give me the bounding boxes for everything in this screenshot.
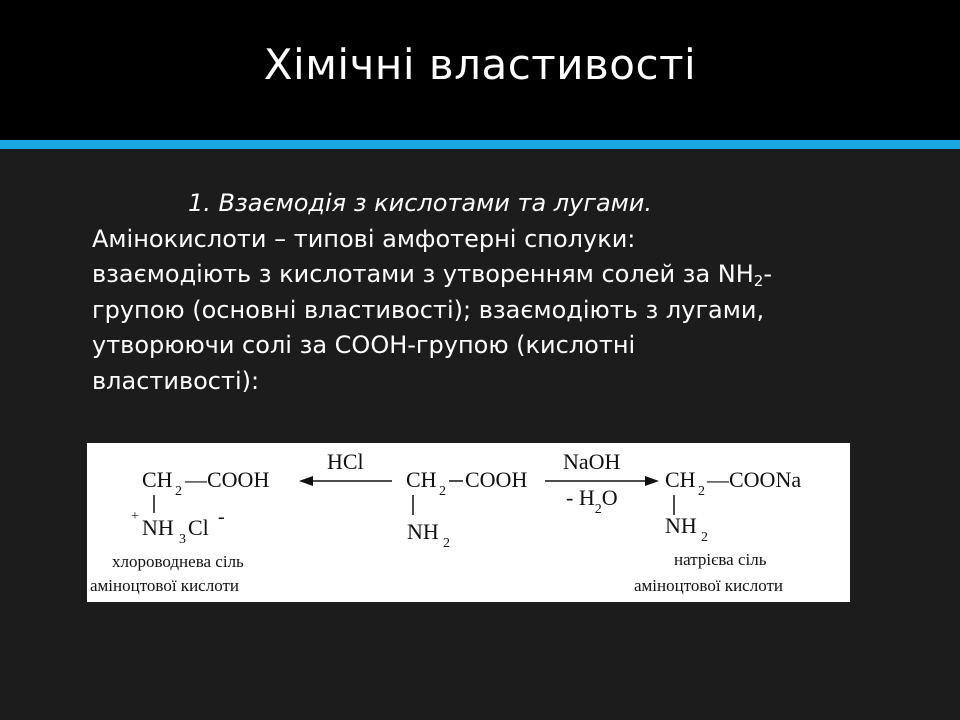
naoh-arrow — [545, 449, 659, 517]
naoh-reagent: NaOH — [563, 449, 621, 474]
accent-divider — [0, 140, 960, 149]
left-ch-sub: 2 — [175, 484, 182, 499]
left-caption-1: хлороводнева сіль — [112, 552, 244, 571]
right-product — [634, 467, 801, 595]
slide-title: Хімічні властивості — [263, 40, 697, 89]
subscript-2: 2 — [753, 272, 764, 290]
center-cooh-text: COOH — [465, 467, 528, 492]
right-coona-text: —COONa — [707, 467, 802, 492]
left-nh-sub: 3 — [179, 532, 186, 547]
body-paragraph — [92, 186, 882, 399]
right-ch-sub: 2 — [698, 484, 705, 499]
paragraph-line-3 — [92, 257, 882, 293]
left-cl-text: Cl — [188, 515, 209, 540]
paragraph-line-4: групою (основні властивості); взаємодіють з лугами, — [92, 295, 765, 324]
water-byproduct-h: - H — [566, 485, 595, 510]
hcl-reagent: HCl — [327, 449, 364, 474]
right-caption-2: аміноцтової кислоти — [634, 576, 783, 595]
left-product — [90, 467, 269, 595]
left-minus-charge: - — [218, 506, 225, 528]
center-nh-sub: 2 — [443, 536, 450, 551]
left-plus-charge: + — [131, 509, 139, 524]
reaction-scheme — [87, 443, 850, 602]
center-reactant — [406, 467, 527, 551]
left-cooh-text: —COOH — [185, 467, 270, 492]
water-byproduct — [566, 485, 618, 517]
right-caption-1: натрієва сіль — [674, 550, 767, 569]
left-nh-text: NH — [142, 515, 174, 540]
left-caption-2: аміноцтової кислоти — [90, 576, 239, 595]
paragraph-line-2: Амінокислоти – типові амфотерні сполуки: — [92, 224, 636, 253]
paragraph-heading: 1. Взаємодія з кислотами та лугами. — [188, 189, 652, 217]
hcl-arrow — [299, 449, 392, 486]
hcl-arrowhead — [299, 476, 313, 486]
center-nh-text: NH — [407, 519, 439, 544]
right-nh-sub: 2 — [701, 530, 708, 545]
paragraph-line-3-dash: - — [763, 260, 772, 288]
paragraph-line-6: властивості): — [92, 366, 260, 395]
center-ch-text: CH — [406, 467, 437, 492]
water-byproduct-o: O — [601, 485, 618, 510]
right-nh-text: NH — [665, 513, 697, 538]
water-byproduct-sub: 2 — [594, 502, 602, 517]
paragraph-line-3-text: взаємодіють з кислотами з утворенням солей за NH — [92, 260, 754, 288]
paragraph-line-5: утворюючи солі за COOH-групою (кислотні — [92, 331, 636, 359]
center-ch-sub: 2 — [439, 484, 446, 499]
left-ch-text: CH — [142, 467, 173, 492]
right-ch-text: CH — [665, 467, 696, 492]
naoh-arrowhead — [645, 476, 659, 486]
reaction-scheme-svg — [87, 443, 850, 602]
